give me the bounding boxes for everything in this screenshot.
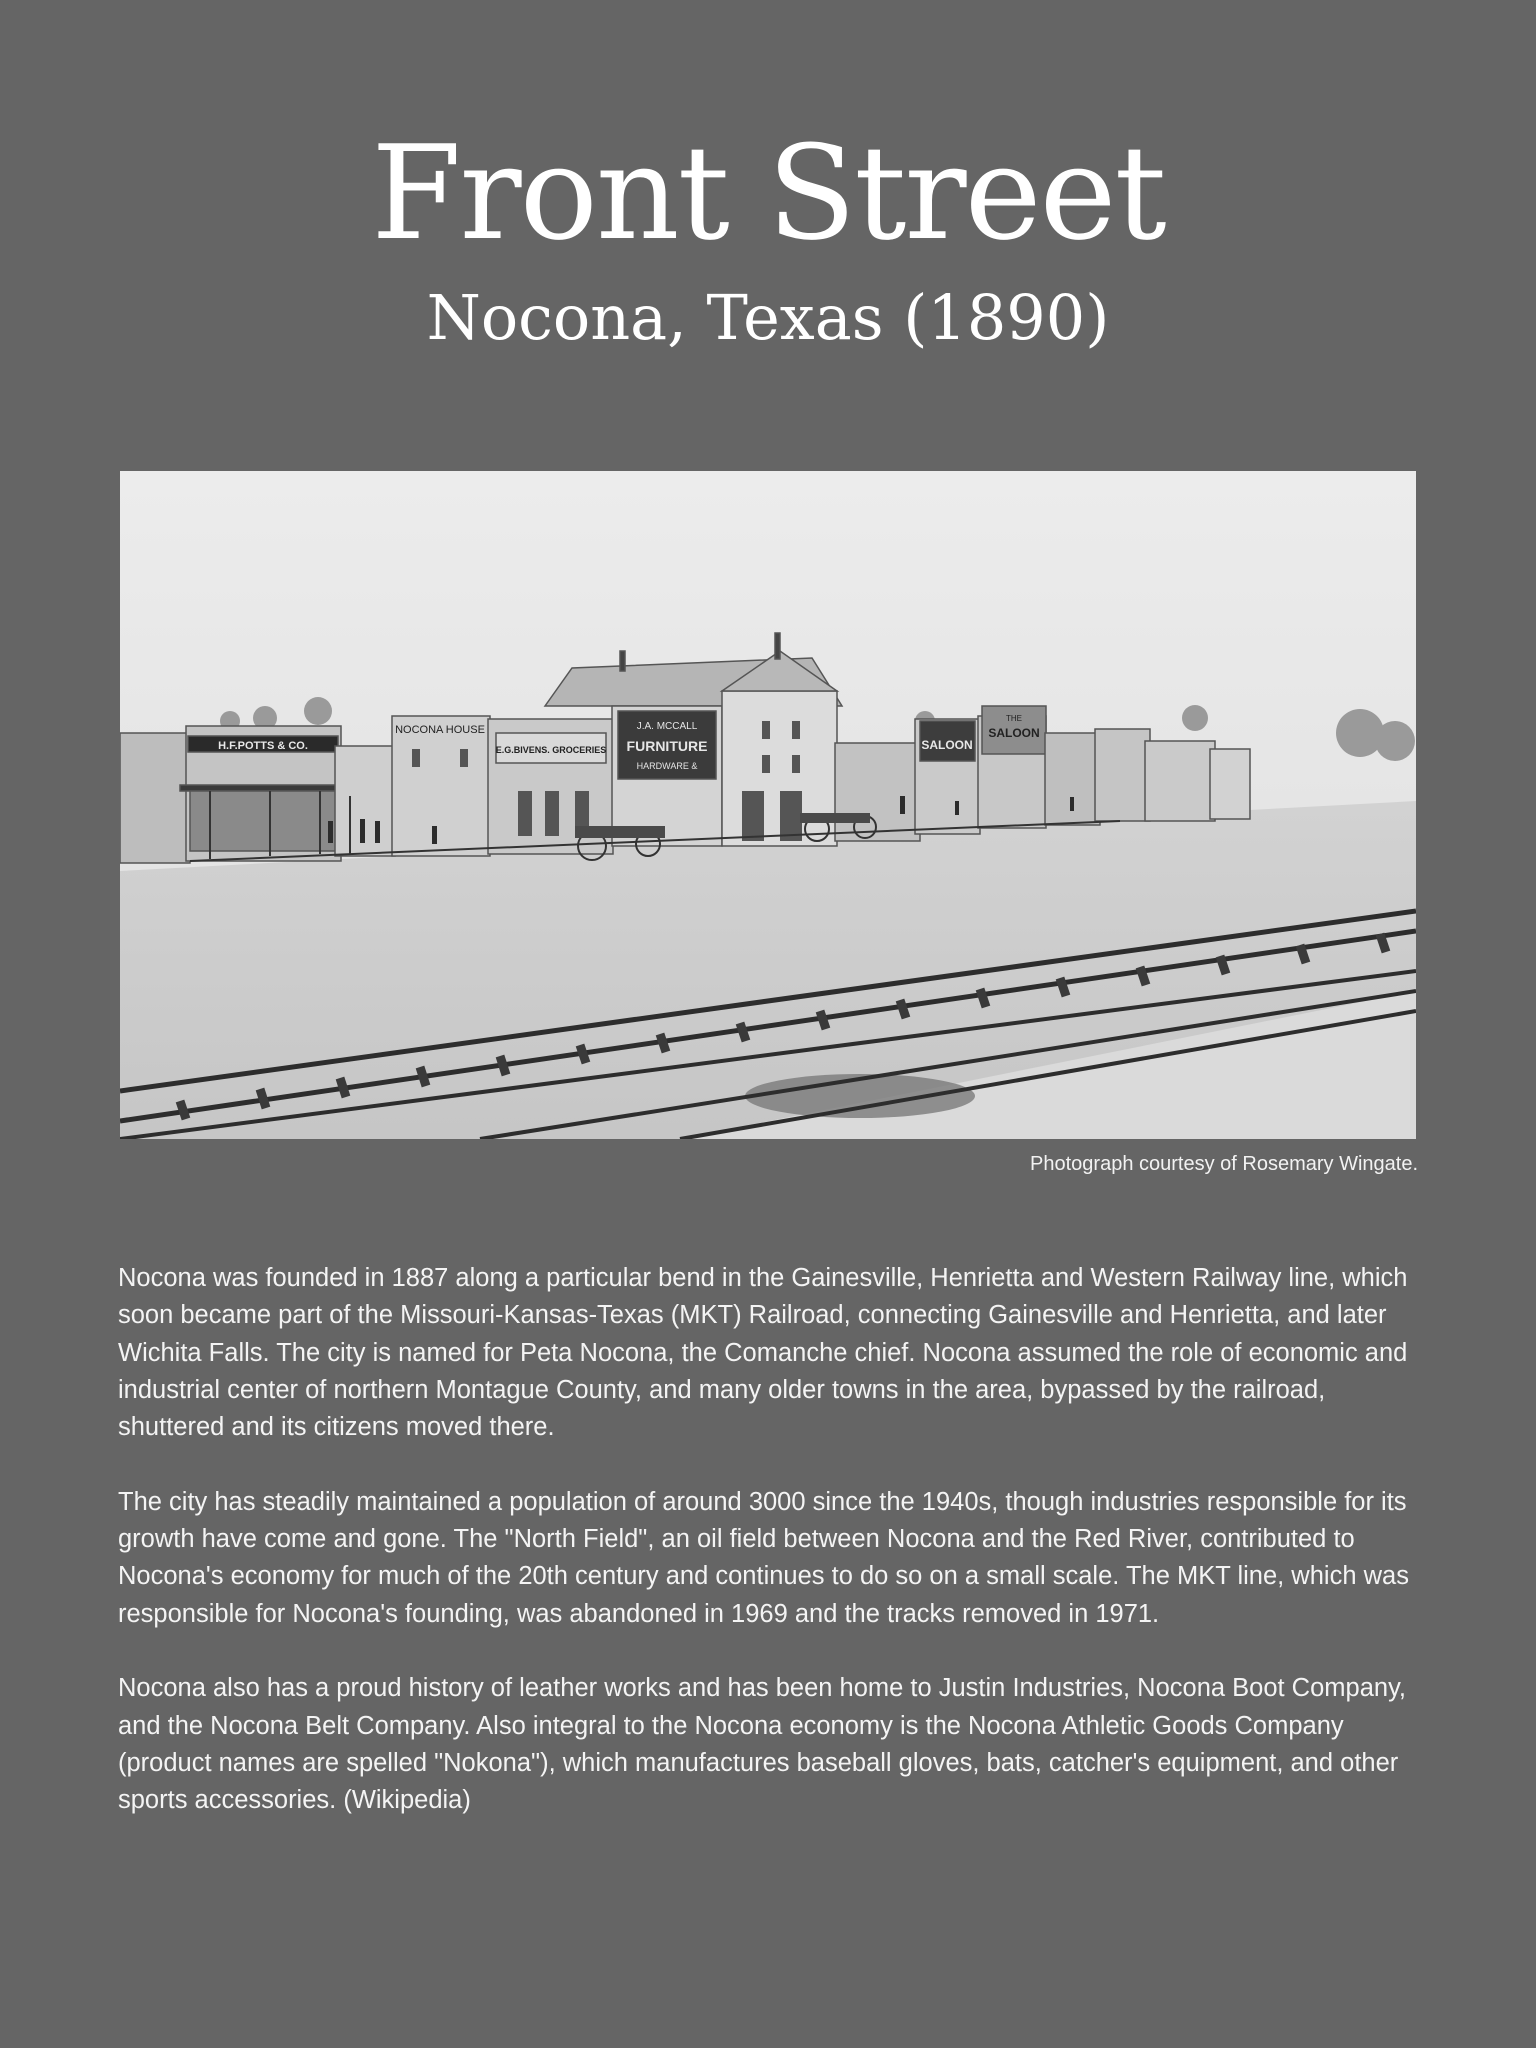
sign-saloon-1: SALOON [921,738,973,752]
page-subtitle: Nocona, Texas (1890) [426,281,1110,354]
sign-potts: H.F.POTTS & CO. [218,740,308,752]
historic-street-photo [120,471,1416,1139]
article-body [118,1260,1423,1857]
photo-caption: Photograph courtesy of Rosemary Wingate. [1030,1153,1418,1175]
sign-saloon-2: SALOON [988,726,1040,740]
sign-bivens: E.G.BIVENS. GROCERIES [495,745,607,755]
article-paragraph: Nocona also has a proud history of leather works and has been home to Justin Industries, Nocona Boot Company, and the Nocona Belt Company. Also integral to the Nocona economy is the Nocona Athletic Goods Company (product names are spelled "Nokona"), which manufactures baseball gloves, bats, catcher's equipment, and other sports accessories. (Wikipedia) [118,1674,1407,1815]
sign-hardware: HARDWARE & [636,761,698,771]
article-paragraph: The city has steadily maintained a population of around 3000 since the 1940s, though industries responsible for its growth have come and gone. The "North Field", an oil field between Nocona and the Red River, contributed to Nocona's economy for much of the 20th century and continues to do so on a small scale. The MKT line, which was responsible for Nocona's founding, was abandoned in 1969 and the tracks removed in 1971. [118,1487,1409,1628]
sign-nocona-house: NOCONA HOUSE [395,724,485,736]
page-title: Front Street [371,117,1165,269]
sign-the: THE [1006,714,1022,723]
article-paragraph: Nocona was founded in 1887 along a particular bend in the Gainesville, Henrietta and Western Railway line, which soon became part of the Missouri-Kansas-Texas (MKT) Railroad, connecting Gainesville and Henrietta, and later Wichita Falls. The city is named for Peta Nocona, the Comanche chief. Nocona assumed the role of economic and industrial center of northern Montague County, and many older towns in the area, bypassed by the railroad, shuttered and its citizens moved there. [118,1264,1408,1442]
sign-furniture: FURNITURE [626,738,708,754]
sign-mccall: J.A. MCCALL [636,721,698,732]
